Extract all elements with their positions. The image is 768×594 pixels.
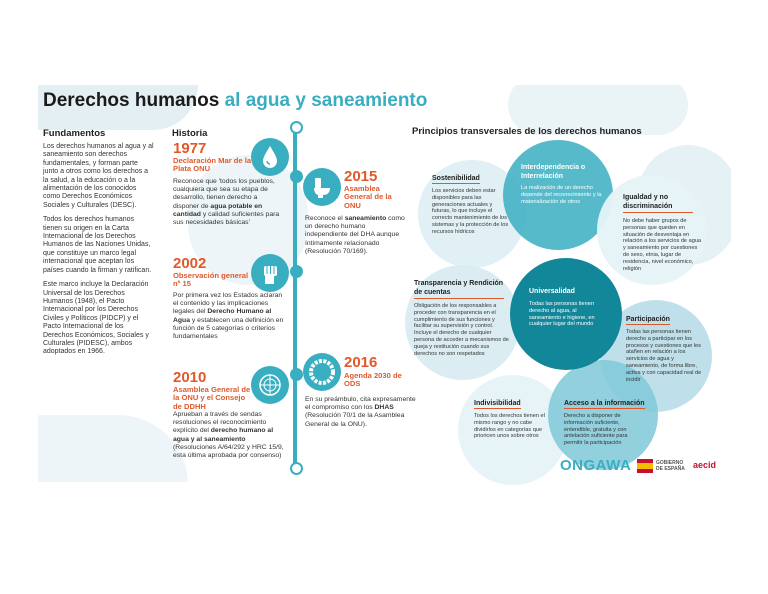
event-year: 2002 [173, 255, 207, 272]
event-name: Asamblea General de la ONU [344, 184, 392, 210]
event-name: Asamblea General de la ONU y el Consejo de DDHH [173, 385, 251, 411]
event-text-a: Reconoce que 'todos los pueblos, cualquiera que sea su etapa de desarrollo, tienen derecho a disponer de [173, 178, 275, 210]
fundamentos-paragraph: Este marco incluye la Declaración Universal de los Derechos Humanos (1948), el Pacto Internacional por los Derechos Civiles y Políticos (PIDCP) y el Pacto Internacional de los Derechos Económicos, Sociales y Culturales (PIDESC), ambos adoptados en 1966. [43, 281, 149, 356]
principle-title: Igualdad y no discriminación [623, 194, 693, 213]
timeline-dot [290, 462, 303, 475]
fundamentos-paragraph: Los derechos humanos al agua y al saneamiento son derechos fundamentales, y forman parte junto a otros como los derechos a la salud, a la educación o a la alimentación de los conocidos como Derechos Económicos Sociales y Culturales (DESC). [43, 143, 154, 209]
toilet-icon [303, 168, 341, 206]
event-text-bold: Derecho Humano al Agua [173, 308, 272, 324]
principle-title: Transparencia y Rendición de cuentas [414, 280, 504, 299]
timeline-dot [290, 368, 303, 381]
principle-title: Participación [626, 316, 670, 323]
event-text-b: (Resolución 70/1 de la Asamblea General de la ONU). [305, 412, 405, 428]
principle-title: Interdependencia o Interrelación [521, 164, 586, 180]
event-text-b: y establecen una definición en función de 5 categorías o criterios fundamentales [173, 316, 284, 341]
event-text-a: Aprueban a través de sendas resoluciones el reconocimiento explícito del [173, 411, 267, 435]
event-text-bold: DHAS [374, 404, 394, 412]
principle-text: Todas las personas tienen derecho al agua, al saneamiento e higiene, en cualquier lugar del mundo [529, 301, 595, 328]
principle-text: La realización de un derecho depende del reconocimiento y la materialización de otros [521, 185, 602, 205]
timeline-dot [290, 265, 303, 278]
principle-text: No debe haber grupos de personas que queden en situación de desventaja en relación a los servicios de agua y saneamiento por cuestiones de sexo, etnia, lugar de residencia, nivel económico, religión [623, 218, 702, 272]
decorative-shape [38, 415, 188, 482]
event-text-a: En su preámbulo, cita expresamente el compromiso con los [305, 396, 416, 412]
aecid-logo: aecid [693, 460, 717, 470]
principios-heading: Principios transversales de los derechos humanos [412, 126, 642, 137]
event-text-a: Reconoce el [305, 215, 345, 222]
fundamentos-text [43, 143, 155, 363]
principle-text: Los servicios deben estar disponibles para las generaciones actuales y futuras, lo que incluye el correcto mantenimiento de los sistemas y la protección de los recursos hídricos [432, 188, 509, 235]
historia-heading: Historia [172, 128, 208, 139]
principle-title: Universalidad [529, 288, 575, 295]
principle-text: Obligación de los responsables a proceder con transparencia en el cumplimiento de sus funciones y facilitar su supervisión y control. Incluye el derecho de cualquier persona de acceder a mecanismos de queja y restitución cuando sus derechos no son respetados [414, 303, 509, 357]
fundamentos-paragraph: Todos los derechos humanos tienen su origen en la Carta Internacional de los Derechos Humanos de las Naciones Unidas, que constituye un marco legal internacional que aceptan los países cuando la firman y ratifican. [43, 216, 152, 274]
event-year: 1977 [173, 140, 207, 157]
water-drop-icon [251, 138, 289, 176]
title-part2: al agua y saneamiento [224, 90, 428, 111]
ongawa-logo: ONGAWA [560, 457, 632, 474]
event-year: 2010 [173, 369, 207, 386]
event-text-b: (Resoluciones A/64/292 y HRC 15/9, esta última aprobada por consenso) [173, 443, 284, 460]
timeline-dot [290, 170, 303, 183]
event-text [305, 396, 420, 429]
page-title [43, 90, 427, 112]
event-text-bold: saneamiento [344, 215, 387, 222]
event-name: Declaración Mar de la Plata ONU [173, 156, 252, 174]
event-text-b: y calidad suficientes para sus necesidades básicas' [173, 210, 280, 227]
event-name: Observación general nº 15 [173, 271, 249, 289]
fundamentos-heading: Fundamentos [43, 128, 106, 139]
principle-title: Acceso a la información [564, 400, 645, 407]
principle-title: Sostenibilidad [432, 175, 480, 182]
sdg-wheel-icon [303, 353, 341, 391]
event-text-bold: agua potable en cantidad [173, 202, 263, 218]
event-year: 2015 [344, 168, 378, 185]
event-text [173, 292, 288, 341]
event-year: 2016 [344, 354, 378, 371]
spain-coat-of-arms-icon [637, 459, 653, 473]
event-name: Agenda 2030 de ODS [344, 371, 402, 389]
principle-text: Todos los derechos tienen el mismo rango y no cabe dividirlos en categorías que prioricen unos sobre otros [474, 413, 545, 440]
principle-title: Indivisibilidad [474, 400, 521, 407]
principle-text: Todas las personas tienen derecho a participar en los procesos y cuestiones que les atañen en relación a los servicios de agua y saneamiento, de forma libre, activa y con capacidad real de incidir [626, 329, 702, 383]
event-text-b: como un derecho humano independiente del DHA aunque íntimamente relacionado (Resolución 70/169). [305, 215, 405, 255]
principle-text: Derecho a disponer de información suficiente, entendible, gratuita y con antelación suficiente para permitir la participación [564, 413, 628, 447]
raised-fist-icon [251, 254, 289, 292]
title-part1: Derechos humanos [43, 90, 220, 111]
event-text [305, 215, 410, 256]
event-text-a: Por primera vez los Estados aclaran el contenido y las implicaciones legales del [173, 292, 283, 316]
timeline-dot [290, 121, 303, 134]
un-emblem-icon [251, 366, 289, 404]
event-text-bold: derecho humano al agua y al saneamiento [173, 427, 274, 443]
event-text [173, 411, 285, 460]
event-text [173, 178, 285, 227]
gobierno-logo: GOBIERNO DE ESPAÑA [656, 460, 685, 472]
